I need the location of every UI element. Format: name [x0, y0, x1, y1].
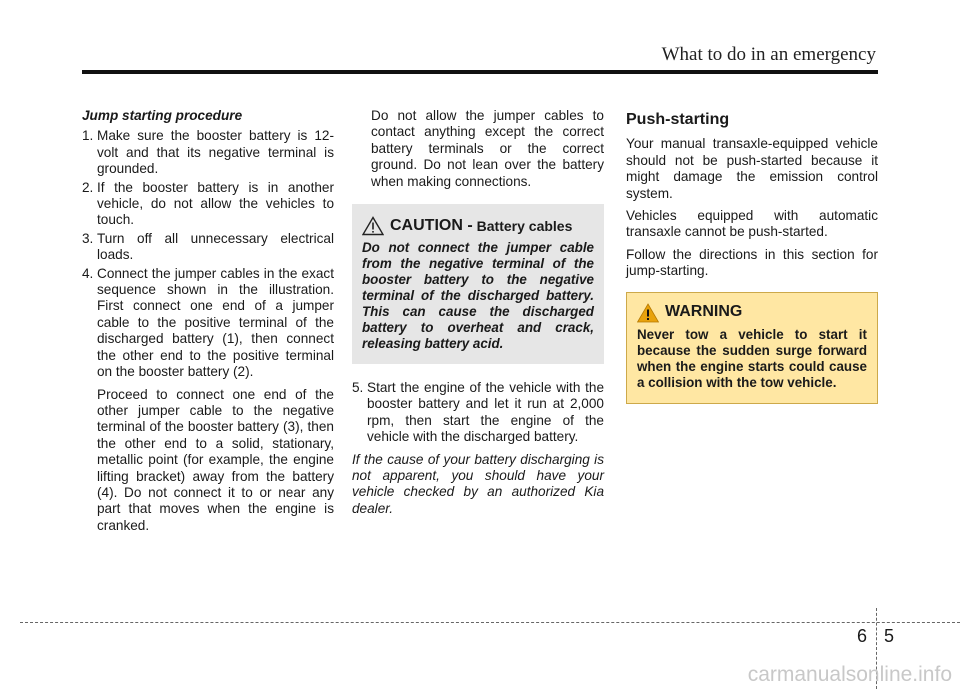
step-number: 1.: [82, 128, 94, 144]
caution-triangle-icon: [362, 216, 384, 236]
list-item: [82, 266, 334, 381]
header-rule: [82, 70, 878, 74]
footer-rule: [20, 622, 960, 623]
step-number: 2.: [82, 179, 94, 195]
running-header-title: What to do in an emergency: [661, 44, 876, 65]
caution-body: Do not connect the jumper cable from the negative terminal of the booster battery to the negative terminal of the discharged battery. This can cause the discharged battery to overheat and crack, releasing battery acid.: [362, 240, 594, 352]
caution-subtitle: Battery cables: [476, 217, 573, 234]
column-continued: [352, 108, 604, 523]
warning-body: Never tow a vehicle to start it because the sudden surge forward when the engine starts could cause a collision with the tow vehicle.: [637, 326, 867, 390]
warning-triangle-icon: [637, 303, 659, 323]
paragraph: Your manual transaxle-equipped vehicle should not be push-started because it might damage the emission control system.: [626, 136, 878, 201]
list-item: [82, 180, 334, 229]
step-text: If the booster battery is in another vehicle, do not allow the vehicles to touch.: [97, 179, 334, 228]
list-item: [352, 380, 604, 446]
paragraph: Vehicles equipped with automatic transaxle cannot be push-started.: [626, 208, 878, 240]
page-section-number: 6: [857, 626, 868, 646]
column-push-starting: [626, 108, 878, 404]
step-text: Turn off all unnecessary electrical loads.: [97, 230, 334, 263]
list-item: [82, 231, 334, 264]
step-number: 5.: [352, 380, 364, 396]
paragraph: Follow the directions in this section for jump-starting.: [626, 246, 878, 279]
caution-title: CAUTION -: [390, 216, 473, 234]
step-number: 3.: [82, 230, 94, 246]
caution-box: [352, 204, 604, 364]
watermark: carmanualsonline.info: [747, 663, 952, 686]
warning-box: [626, 292, 878, 404]
warning-title: WARNING: [665, 303, 743, 321]
column-jump-starting: [82, 108, 334, 540]
caution-header: [362, 216, 594, 236]
step-number: 4.: [82, 265, 94, 281]
warning-header: [637, 303, 867, 323]
subheading-jump-starting: Jump starting procedure: [82, 108, 243, 123]
step-text: Connect the jumper cables in the exact sequence shown in the illustration. First connect one end of a jumper cable to the positive terminal of the discharged battery (1), then connect the other end to the positive terminal on the booster battery (2).: [97, 265, 334, 380]
page-number: 5: [884, 626, 895, 646]
step-4-continued: Proceed to connect one end of the other jumper cable to the negative terminal of the booster battery (3), then the other end to a solid, stationary, metallic point (for example, the engine lifting bracket) away from the battery (4). Do not connect it to or near any part that moves when the engine is cranked.: [97, 386, 334, 533]
step-text: Make sure the booster battery is 12-volt and that its negative terminal is grounded.: [97, 128, 334, 177]
continued-paragraph: Do not allow the jumper cables to contact anything except the correct battery terminals or the correct ground. Do not lean over the battery when making connections.: [371, 108, 604, 189]
list-item: [82, 128, 334, 177]
battery-note: If the cause of your battery discharging is not apparent, you should have your vehicle checked by an authorized Kia dealer.: [352, 451, 604, 516]
section-title-push-starting: Push-starting: [626, 111, 730, 128]
step-text: Start the engine of the vehicle with the booster battery and let it run at 2,000 rpm, then start the engine of the vehicle with the discharged battery.: [367, 380, 604, 445]
